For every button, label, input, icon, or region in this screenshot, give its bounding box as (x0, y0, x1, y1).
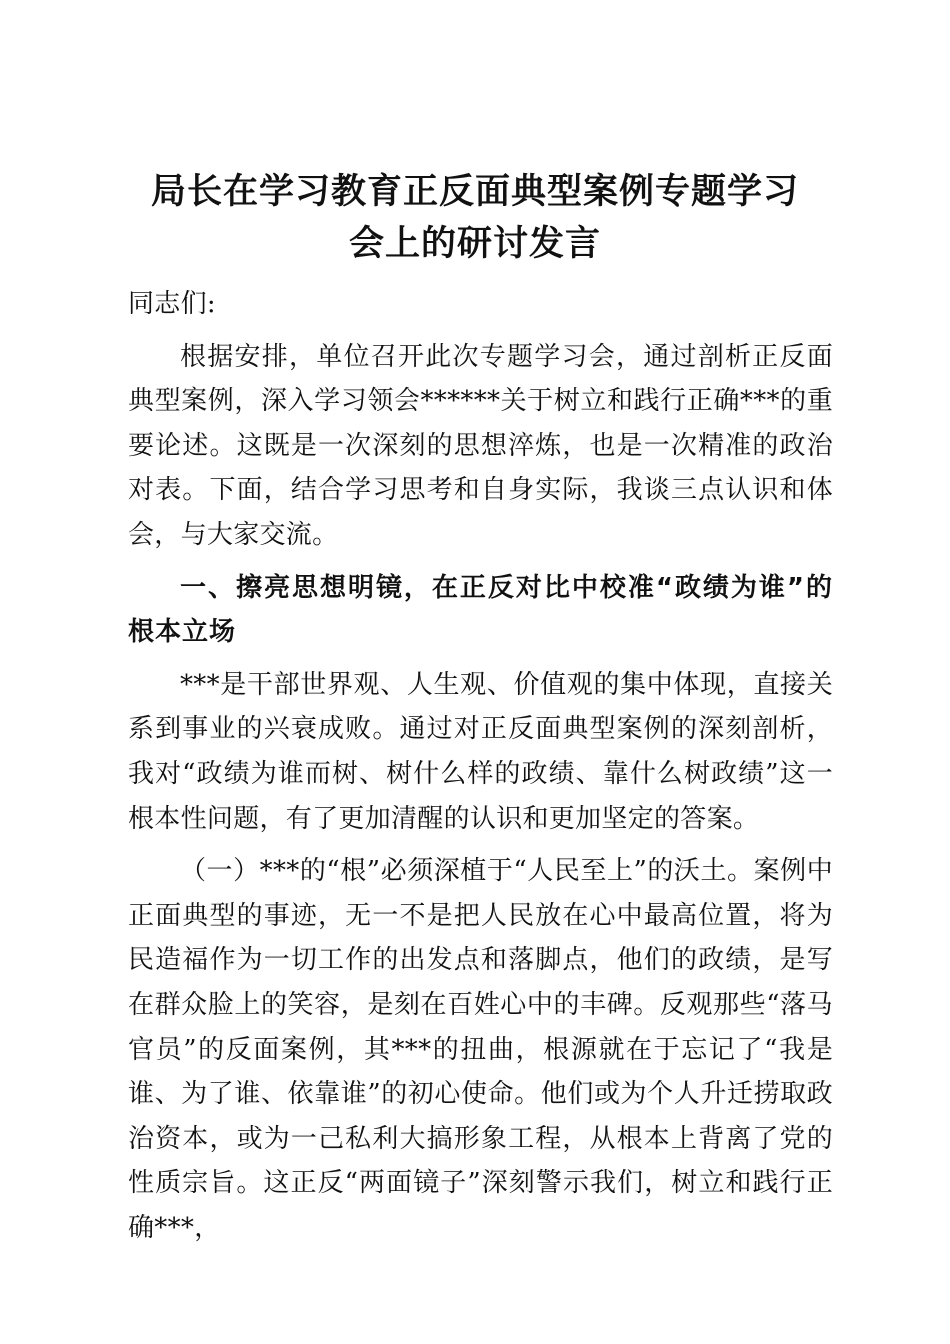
salutation: 同志们: (128, 289, 216, 319)
document-title-line-1: 局长在学习教育正反面典型案例专题学习 (150, 172, 799, 212)
document-body (128, 282, 833, 1250)
document-title-line-2: 会上的研讨发言 (348, 224, 601, 264)
section-1-paragraph-2: （一）***的“根”必须深植于“人民至上”的沃土。案例中正面典型的事迹，无一不是把人民放在心中最高位置，将为民造福作为一切工作的出发点和落脚点，他们的政绩，是写在群众脸上的笑容，是刻在百姓心中的丰碑。反观那些“落马官员”的反面案例，其***的扭曲，根源就在于忘记了“我是谁、为了谁、依靠谁”的初心使命。他们或为个人升迁捞取政治资本，或为一己私利大搞形象工程，从根本上背离了党的性质宗旨。这正反“两面镜子”深刻警示我们，树立和践行正确***， (128, 856, 833, 1243)
section-1-heading: 一、擦亮思想明镜，在正反对比中校准“政绩为谁”的根本立场 (128, 572, 833, 648)
section-1-paragraph-1: ***是干部世界观、人生观、价值观的集中体现，直接关系到事业的兴衰成败。通过对正反面典型案例的深刻剖析，我对“政绩为谁而树、树什么样的政绩、靠什么树政绩”这一根本性问题，有了更加清醒的认识和更加坚定的答案。 (128, 669, 833, 834)
intro-paragraph: 根据安排，单位召开此次专题学习会，通过剖析正反面典型案例，深入学习领会******关于树立和践行正确***的重要论述。这既是一次深刻的思想淬炼，也是一次精准的政治对表。下面，结合学习思考和自身实际，我谈三点认识和体会，与大家交流。 (128, 341, 833, 550)
